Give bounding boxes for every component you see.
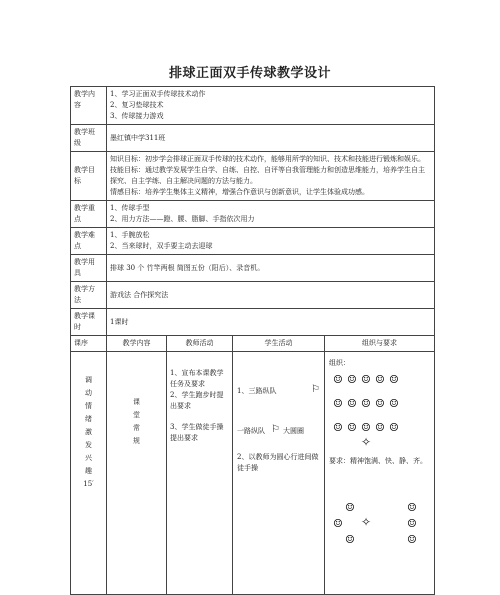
label-key-points: 教学重 点: [71, 201, 107, 228]
smiley-icon: ☺: [333, 373, 343, 386]
smiley-icon: ☺: [375, 373, 385, 386]
smiley-icon: ☺: [389, 397, 399, 410]
value-teaching-content: 1、学习正面双手传球技术动作 2、复习垫球技术 3、传球接力游戏: [107, 87, 435, 125]
label-method: 教学方 法: [71, 282, 107, 309]
label-difficulty: 教学难 点: [71, 228, 107, 255]
label-hours: 教学课 时: [71, 309, 107, 336]
row-method: [71, 282, 435, 309]
smiley-icon: ☺: [375, 397, 385, 410]
header-sequence: 课序: [71, 336, 107, 352]
organization-requirement: 要求：精神饱满、快、静、齐。: [329, 457, 427, 465]
row-class: [71, 125, 435, 152]
label-tools: 教学用 具: [71, 255, 107, 282]
header-content: 教学内容: [107, 336, 167, 352]
row-goals: [71, 152, 435, 201]
student-formation-one: 一路纵队: [237, 427, 265, 435]
flag-icon: ⚐: [311, 384, 320, 395]
smiley-icon: ☺: [333, 397, 343, 410]
student-formation-circle: 大圆圈: [283, 427, 304, 435]
smiley-icon: ☺: [361, 373, 371, 386]
organization-title: 组织：: [329, 359, 350, 367]
header-teacher: 教师活动: [167, 336, 233, 352]
header-organization: 组织与要求: [325, 336, 435, 352]
smiley-icon: ☺: [407, 501, 417, 514]
flag-icon: ⚐: [271, 424, 280, 435]
process-header-row: [71, 336, 435, 352]
star-icon: ✧: [361, 515, 372, 529]
smiley-icon: ☺: [361, 421, 371, 434]
smiley-icon: ☺: [345, 533, 355, 546]
label-class: 教学班 级: [71, 125, 107, 152]
smiley-icon: ☺: [407, 517, 417, 530]
row-hours: [71, 309, 435, 336]
smiley-icon: ☺: [407, 533, 417, 546]
value-key-points: 1、传球手型 2、用力方法——蹬、腰、脂脚、手指依次用力: [107, 201, 435, 228]
header-student: 学生活动: [233, 336, 325, 352]
organization-cell: [325, 352, 435, 595]
sequence-cell: 调 动 情 绪 激 发 兴 趣 15′: [71, 352, 107, 595]
smiley-icon: ☺: [345, 501, 355, 514]
row-tools: [71, 255, 435, 282]
smiley-icon: ☺: [389, 421, 399, 434]
lesson-plan-table: [70, 86, 435, 595]
smiley-icon: ☺: [347, 373, 357, 386]
process-body-row: [71, 352, 435, 595]
document-title: 排球正面双手传球教学设计: [168, 66, 331, 81]
smiley-icon: ☺: [389, 373, 399, 386]
content-cell: 课 堂 常 规: [107, 352, 167, 595]
row-teaching-content: [71, 87, 435, 125]
value-method: 游戏法 合作探究法: [107, 282, 435, 309]
value-class: 墨红镇中学311班: [107, 125, 435, 152]
row-difficulty: [71, 228, 435, 255]
smiley-icon: ☺: [333, 517, 343, 530]
star-icon: ✧: [361, 435, 372, 449]
value-tools: 排球 30 个 竹竿两根 简图五份（阳后）、录音机。: [107, 255, 435, 282]
row-key-points: [71, 201, 435, 228]
smiley-icon: ☺: [347, 397, 357, 410]
smiley-icon: ☺: [375, 421, 385, 434]
value-hours: 1课时: [107, 309, 435, 336]
smiley-icon: ☺: [333, 421, 343, 434]
smiley-icon: ☺: [361, 397, 371, 410]
teacher-activity-cell: 1、宣布本课教学任务及要求 2、学生跑步时提出要求 3、学生做徒手操提出要求: [167, 352, 233, 595]
value-goals: 知识目标：初步学会排球正面双手传球的技术动作，能够用所学的知识、技术和技能进行锻炼和娱乐。 技能目标：通过教学发展学生自学、自练、自控、自评等自我管理能力和创造思维能力，培养学生自主探究、自主学练、自主解决问题的方法与能力。 情感目标：培养学生集体主义精神，增强合作意识与创新意识，让学生体验成功感。: [107, 152, 435, 201]
label-teaching-content: 教学内 容: [71, 87, 107, 125]
student-warmup: 2、以教师为圆心行进间做徒手操: [237, 453, 319, 472]
student-formation-three: 1、三路纵队: [237, 387, 277, 395]
smiley-icon: ☺: [347, 421, 357, 434]
student-activity-cell: [233, 352, 325, 595]
label-goals: 教学目 标: [71, 152, 107, 201]
value-difficulty: 1、手腕放松 2、当来球时，双手要主动去迎球: [107, 228, 435, 255]
